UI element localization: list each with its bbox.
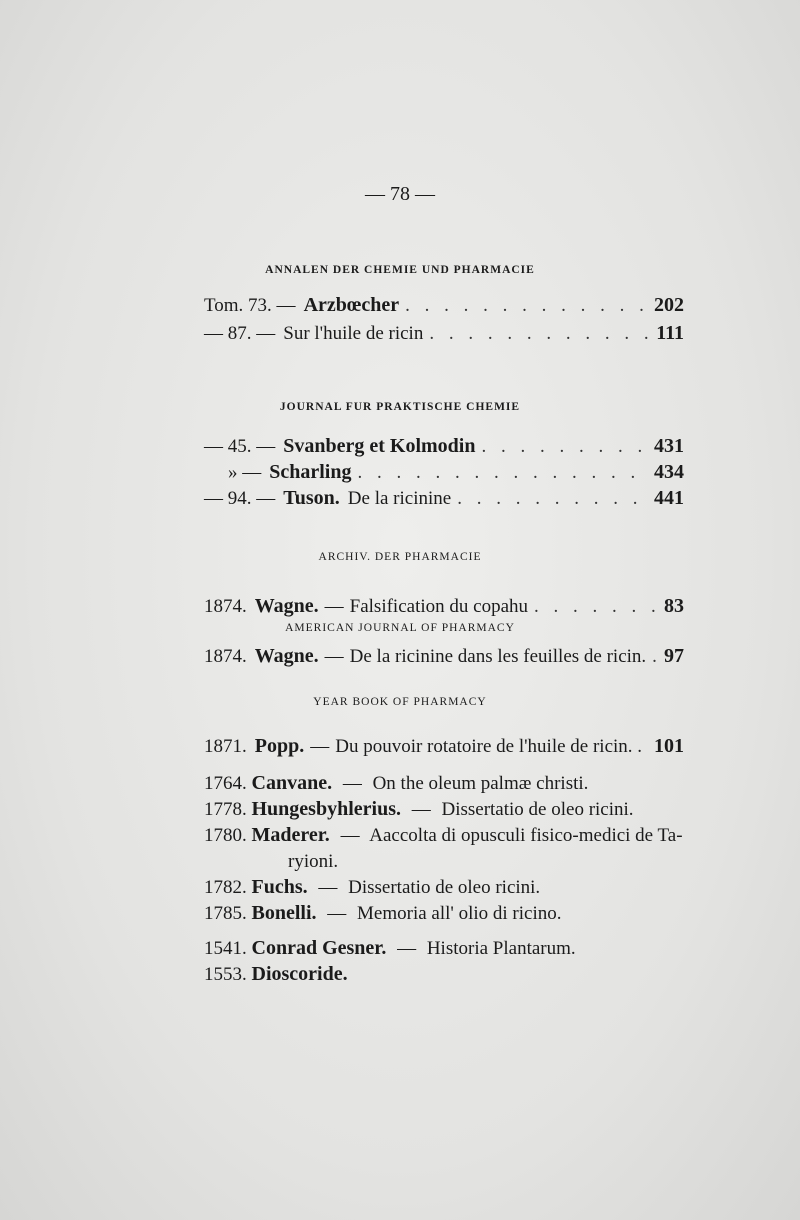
leader-dots (405, 295, 648, 317)
index-row (204, 435, 684, 463)
leader-dots (534, 596, 658, 618)
section-heading-journal: JOURNAL FUR PRAKTISCHE CHEMIE (279, 401, 521, 413)
article-title: Sur l'huile de ricin (283, 323, 424, 344)
author-name: Popp. (254, 735, 305, 757)
entry-year: 1553. (204, 964, 247, 985)
bibliography-entry: 1764. Canvane. — On the oleum palmæ christi. (204, 772, 589, 794)
bibliography-entry: 1541. Conrad Gesner. — Historia Plantarum. (204, 937, 576, 959)
entry-author: Dioscoride. (251, 963, 348, 985)
bibliography-entry: 1785. Bonelli. — Memoria all' olio di ricino. (204, 902, 562, 924)
page-ref: 434 (654, 461, 684, 483)
page-number: — 78 — (365, 183, 435, 205)
entry-year: 1782. (204, 877, 247, 898)
section-heading-archiv: ARCHIV. DER PHARMACIE (318, 551, 482, 563)
entry-title: Dissertatio de oleo ricini. (348, 877, 541, 898)
entry-year: 1785. (204, 903, 247, 924)
leader-dots (429, 323, 650, 345)
entry-author: Maderer. (251, 824, 330, 846)
entry-author: Hungesbyhlerius. (251, 798, 401, 820)
section-heading-annalen: ANNALEN DER CHEMIE UND PHARMACIE (265, 264, 535, 276)
bibliography-entry: 1782. Fuchs. — Dissertatio de oleo ricini. (204, 876, 541, 898)
section-heading-yearbook: YEAR BOOK OF PHARMACY (313, 696, 487, 708)
page-ref: 111 (656, 322, 684, 344)
section-heading-american: AMERICAN JOURNAL OF PHARMACY (285, 622, 515, 634)
entry-author: Conrad Gesner. (251, 937, 387, 959)
entry-author: Fuchs. (251, 876, 308, 898)
article-title: Falsification du copahu (349, 596, 529, 617)
page-ref: 431 (654, 435, 684, 457)
volume-ref: — 45. — (204, 436, 276, 457)
author-name: Scharling (269, 461, 352, 483)
leader-dots (457, 488, 648, 510)
index-row: 1874. Wagne. — De la ricinine dans les feuilles de ricin. . . . 97 (204, 645, 684, 673)
page-ref: 83 (664, 595, 684, 617)
index-row: 1874. Wagne. — Falsification du copahu . . . 83 (204, 595, 684, 623)
year-ref: 1874. (204, 596, 247, 617)
leader-dots (482, 436, 649, 458)
article-title: De la ricinine (347, 488, 452, 509)
entry-author: Bonelli. (251, 902, 317, 924)
year-ref: 1871. (204, 736, 247, 757)
volume-ref: Tom. 73. — (204, 295, 296, 316)
article-title: De la ricinine dans les feuilles de ricin. (349, 646, 647, 667)
entry-year: 1764. (204, 773, 247, 794)
page-ref: 202 (654, 294, 684, 316)
author-name: Svanberg et Kolmodin (283, 435, 476, 457)
author-name: Wagne. (254, 645, 319, 667)
volume-ref: » — (228, 462, 262, 483)
entry-title: Historia Plantarum. (426, 938, 576, 959)
page-ref: 101 (654, 735, 685, 757)
year-ref: 1874. (204, 646, 247, 667)
author-name: Arzbœcher (303, 294, 400, 316)
bibliography-entry: 1778. Hungesbyhlerius. — Dissertatio de oleo ricini. (204, 798, 634, 820)
entry-author: Canvane. (251, 772, 333, 794)
index-row (204, 322, 684, 350)
entry-year: 1541. (204, 938, 247, 959)
bibliography-entry: 1780. Maderer. — Aaccolta di opusculi fisico-medici de Ta- ryioni. (204, 822, 698, 875)
article-title: Du pouvoir rotatoire de l'huile de ricin. . (335, 736, 643, 757)
entry-title: On the oleum palmæ christi. (372, 773, 589, 794)
entry-title: Memoria all' olio di ricino. (357, 903, 562, 924)
entry-year: 1778. (204, 799, 247, 820)
index-row (204, 294, 684, 322)
author-name: Tuson. (283, 487, 340, 509)
bibliography-entry (204, 961, 698, 988)
entry-title: Aaccolta di opusculi fisico-medici de Ta- (369, 825, 683, 846)
leader-dots (358, 462, 649, 484)
entry-title-continuation: ryioni. (288, 851, 339, 872)
entry-year: 1780. (204, 825, 247, 846)
index-row (204, 487, 684, 515)
index-row (228, 461, 684, 489)
page-ref: 441 (654, 487, 684, 509)
leader-dots (652, 646, 658, 668)
volume-ref: — 94. — (204, 488, 276, 509)
entry-title: Dissertatio de oleo ricini. (441, 799, 634, 820)
author-name: Wagne. (254, 595, 319, 617)
page-ref: 97 (664, 645, 684, 667)
index-row: 1871. Popp. — Du pouvoir rotatoire de l'huile de ricin. . 101 (204, 735, 685, 757)
volume-ref: — 87. — (204, 323, 276, 344)
